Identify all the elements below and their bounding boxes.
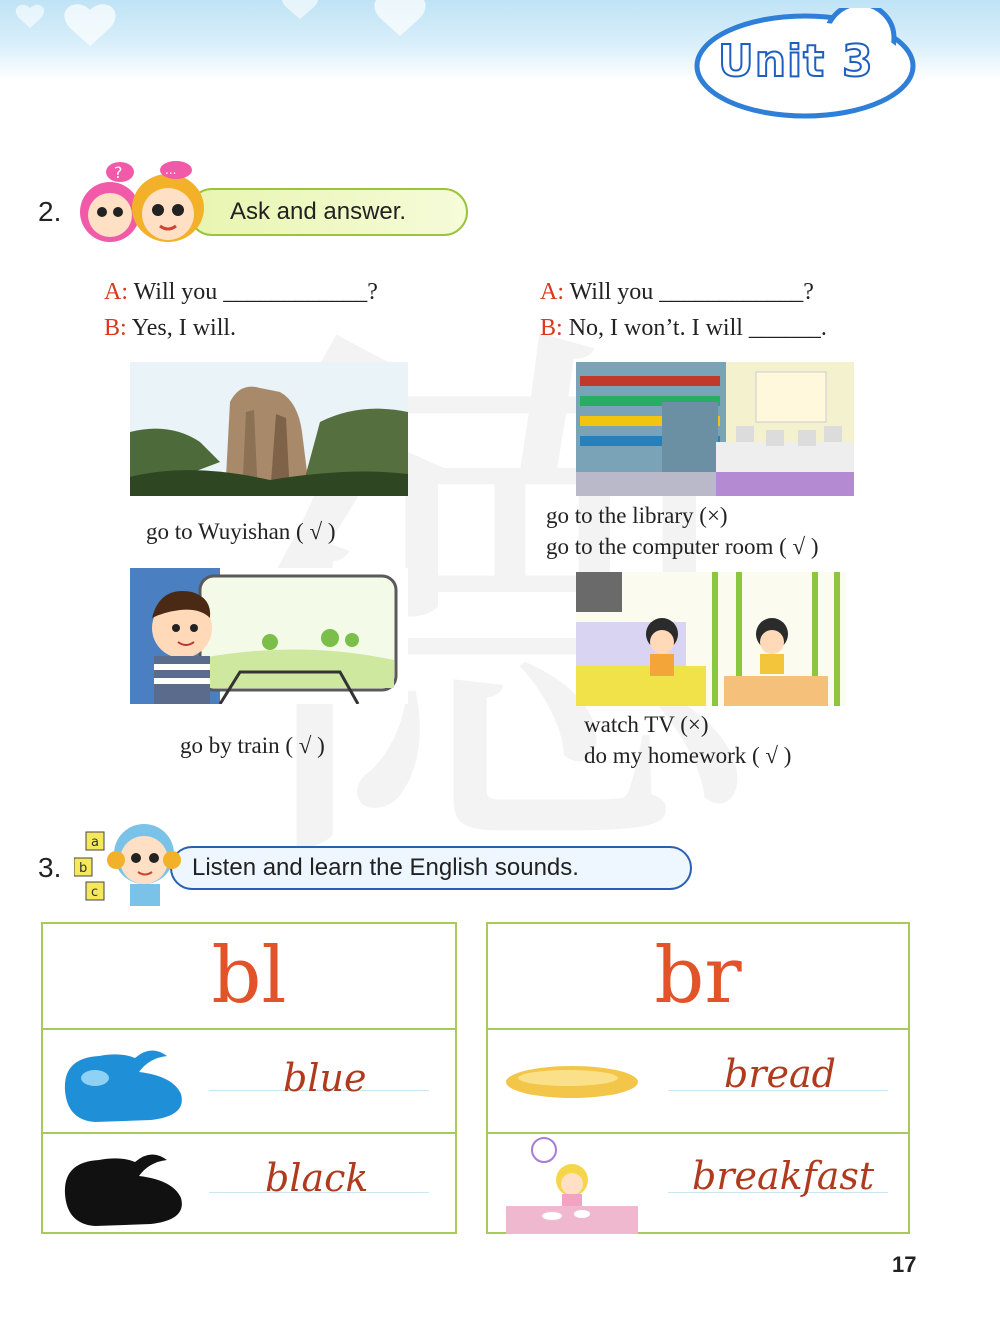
phonics-table-bl [41,922,457,1234]
block-letter-b: b [79,861,88,876]
section-2-title-text: Ask and answer. [230,198,407,225]
caption-homework: do my homework ( √ ) [584,743,792,768]
speaker-b: B: [104,315,127,341]
library-computer-room-image [576,362,854,496]
left-dialog [104,274,378,346]
right-dialog [540,274,827,346]
section-3-title [170,846,692,890]
block-letter-c: c [91,885,99,900]
right-answer: No, I won’t. I will ______. [568,315,827,341]
left-answer: Yes, I will. [131,315,237,341]
section-2-number: 2. [38,196,62,227]
caption-library: go to the library (×) [546,503,728,528]
girl-breakfast-icon [506,1136,638,1234]
speaker-a: A: [540,279,564,305]
caption-watch-tv: watch TV (×) [584,712,709,737]
svg-text:?: ? [114,163,123,182]
unit-label: Unit [718,36,826,87]
sound-heading-br: br [654,931,742,1021]
phonics-row-blue [43,1028,455,1132]
blue-paint-splash-icon [55,1042,195,1124]
speaker-a: A: [104,279,128,305]
block-letter-a: a [91,835,99,850]
kids-mascot-icon [72,160,222,250]
sound-heading-bl: bl [211,931,287,1021]
svg-text:...: ... [165,163,177,177]
bread-loaf-icon [502,1056,642,1106]
page-number: 17 [892,1252,917,1277]
black-paint-splash-icon [55,1146,195,1228]
unit-number: 3 [842,36,873,87]
phonics-row-bread [488,1028,908,1132]
caption-wuyishan: go to Wuyishan ( √ ) [146,519,336,544]
right-question: Will you ____________? [569,279,814,305]
speaker-b: B: [540,315,563,341]
caption-computer-room: go to the computer room ( √ ) [546,534,819,559]
phonics-row-black [43,1132,455,1236]
section-3-title-text: Listen and learn the English sounds. [192,854,579,881]
phonics-table-br [486,922,910,1234]
wuyishan-mountain-image [130,362,408,496]
left-question: Will you ____________? [133,279,378,305]
word-bread: bread [724,1052,836,1096]
word-black: black [265,1156,369,1200]
phonics-row-breakfast [488,1132,908,1236]
section-2-title [188,188,468,236]
section-3-number: 3. [38,852,62,883]
caption-train: go by train ( √ ) [180,733,325,758]
tv-homework-image [576,572,846,706]
word-blue: blue [283,1056,367,1100]
train-window-boy-image [130,568,408,704]
headphone-girl-mascot-icon [74,818,190,908]
word-breakfast: breakfast [692,1154,875,1198]
